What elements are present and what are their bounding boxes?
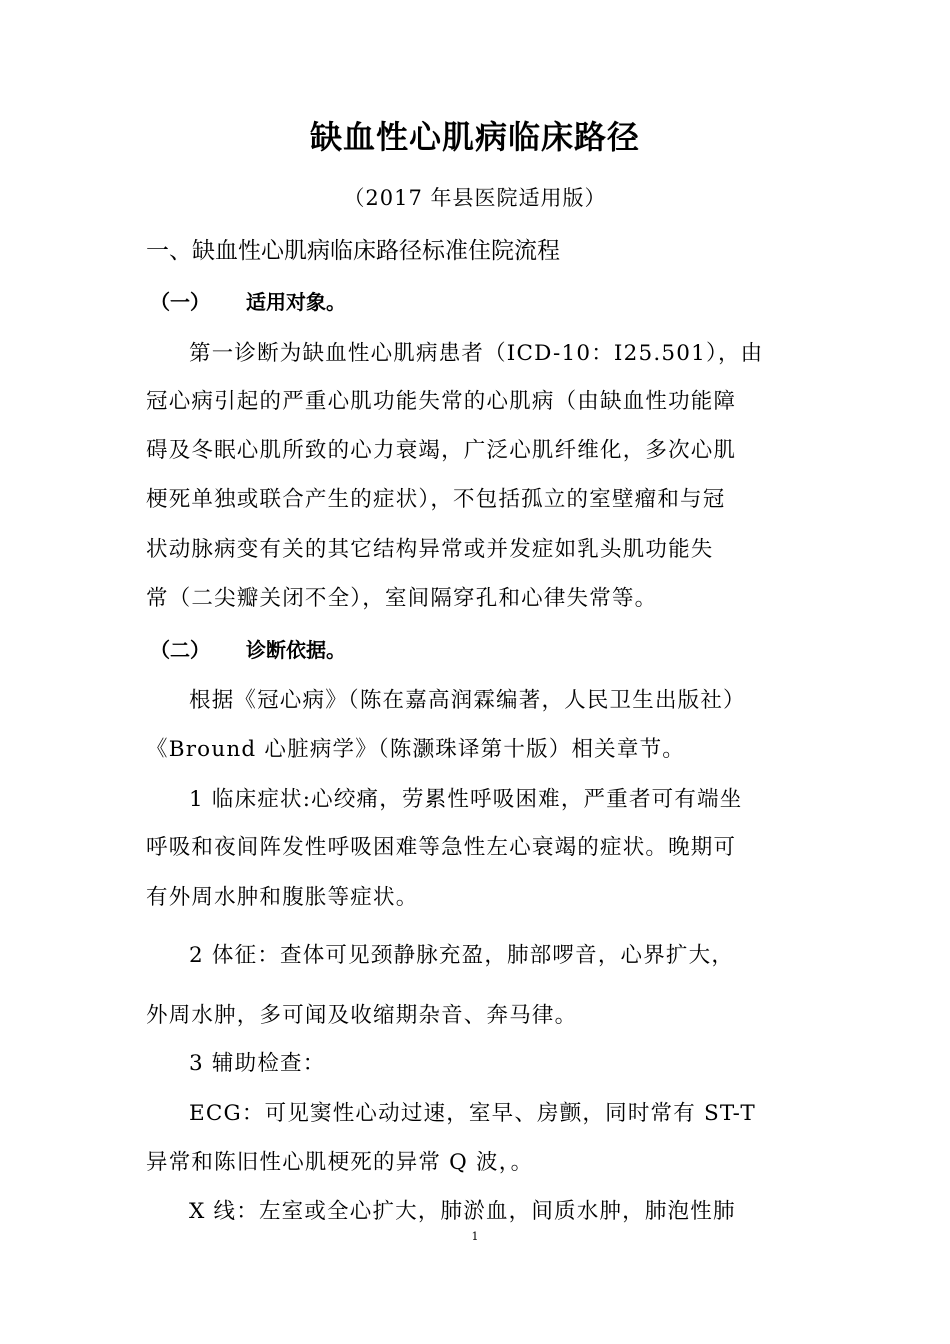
subsection-number: （一） [150, 290, 210, 314]
subsection-label: 适用对象。 [246, 290, 346, 314]
paragraph-line: 状动脉病变有关的其它结构异常或并发症如乳头肌功能失 [146, 537, 714, 562]
subsection-heading-1 [150, 286, 346, 315]
paragraph-line: ECG：可见窦性心动过速，室早、房颤，同时常有 ST-T [189, 1101, 756, 1126]
paragraph-line: 异常和陈旧性心肌梗死的异常 Q 波，。 [146, 1150, 534, 1175]
paragraph-line: 第一诊断为缺血性心肌病患者（ICD-10：I25.501），由 [189, 341, 764, 366]
subsection-number: （二） [150, 638, 210, 662]
paragraph-line: 碍及冬眠心肌所致的心力衰竭，广泛心肌纤维化，多次心肌 [146, 438, 737, 463]
paragraph-line: 梗死单独或联合产生的症状），不包括孤立的室壁瘤和与冠 [146, 487, 726, 512]
paragraph-line: 冠心病引起的严重心肌功能失常的心肌病（由缺血性功能障 [146, 389, 737, 414]
paragraph-line: X 线：左室或全心扩大，肺淤血，间质水肿，肺泡性肺 [189, 1199, 736, 1224]
document-title: 缺血性心肌病临床路径 [309, 118, 640, 156]
subsection-label: 诊断依据。 [246, 638, 346, 662]
paragraph-line: 常（二尖瓣关闭不全），室间隔穿孔和心律失常等。 [146, 586, 658, 611]
document-subtitle: （2017 年县医院适用版） [343, 186, 607, 210]
paragraph-line: 呼吸和夜间阵发性呼吸困难等急性左心衰竭的症状。晚期可 [146, 835, 737, 860]
paragraph-line: 根据《冠心病》（陈在嘉高润霖编著，人民卫生出版社） [189, 688, 746, 713]
paragraph-line: 1 临床症状:心绞痛，劳累性呼吸困难，严重者可有端坐 [189, 787, 743, 812]
section-heading-1: 一、缺血性心肌病临床路径标准住院流程 [146, 238, 560, 264]
paragraph-line: 2 体征：查体可见颈静脉充盈，肺部啰音，心界扩大， [189, 943, 735, 968]
paragraph-line: 3 辅助检查： [189, 1051, 326, 1076]
subsection-heading-2 [150, 634, 346, 663]
paragraph-line: 《Bround 心脏病学》（陈灏珠译第十版）相关章节。 [146, 737, 685, 762]
page-number: 1 [471, 1230, 479, 1243]
paragraph-line: 外周水肿，多可闻及收缩期杂音、奔马律。 [146, 1003, 578, 1028]
paragraph-line: 有外周水肿和腹胀等症状。 [146, 885, 419, 910]
